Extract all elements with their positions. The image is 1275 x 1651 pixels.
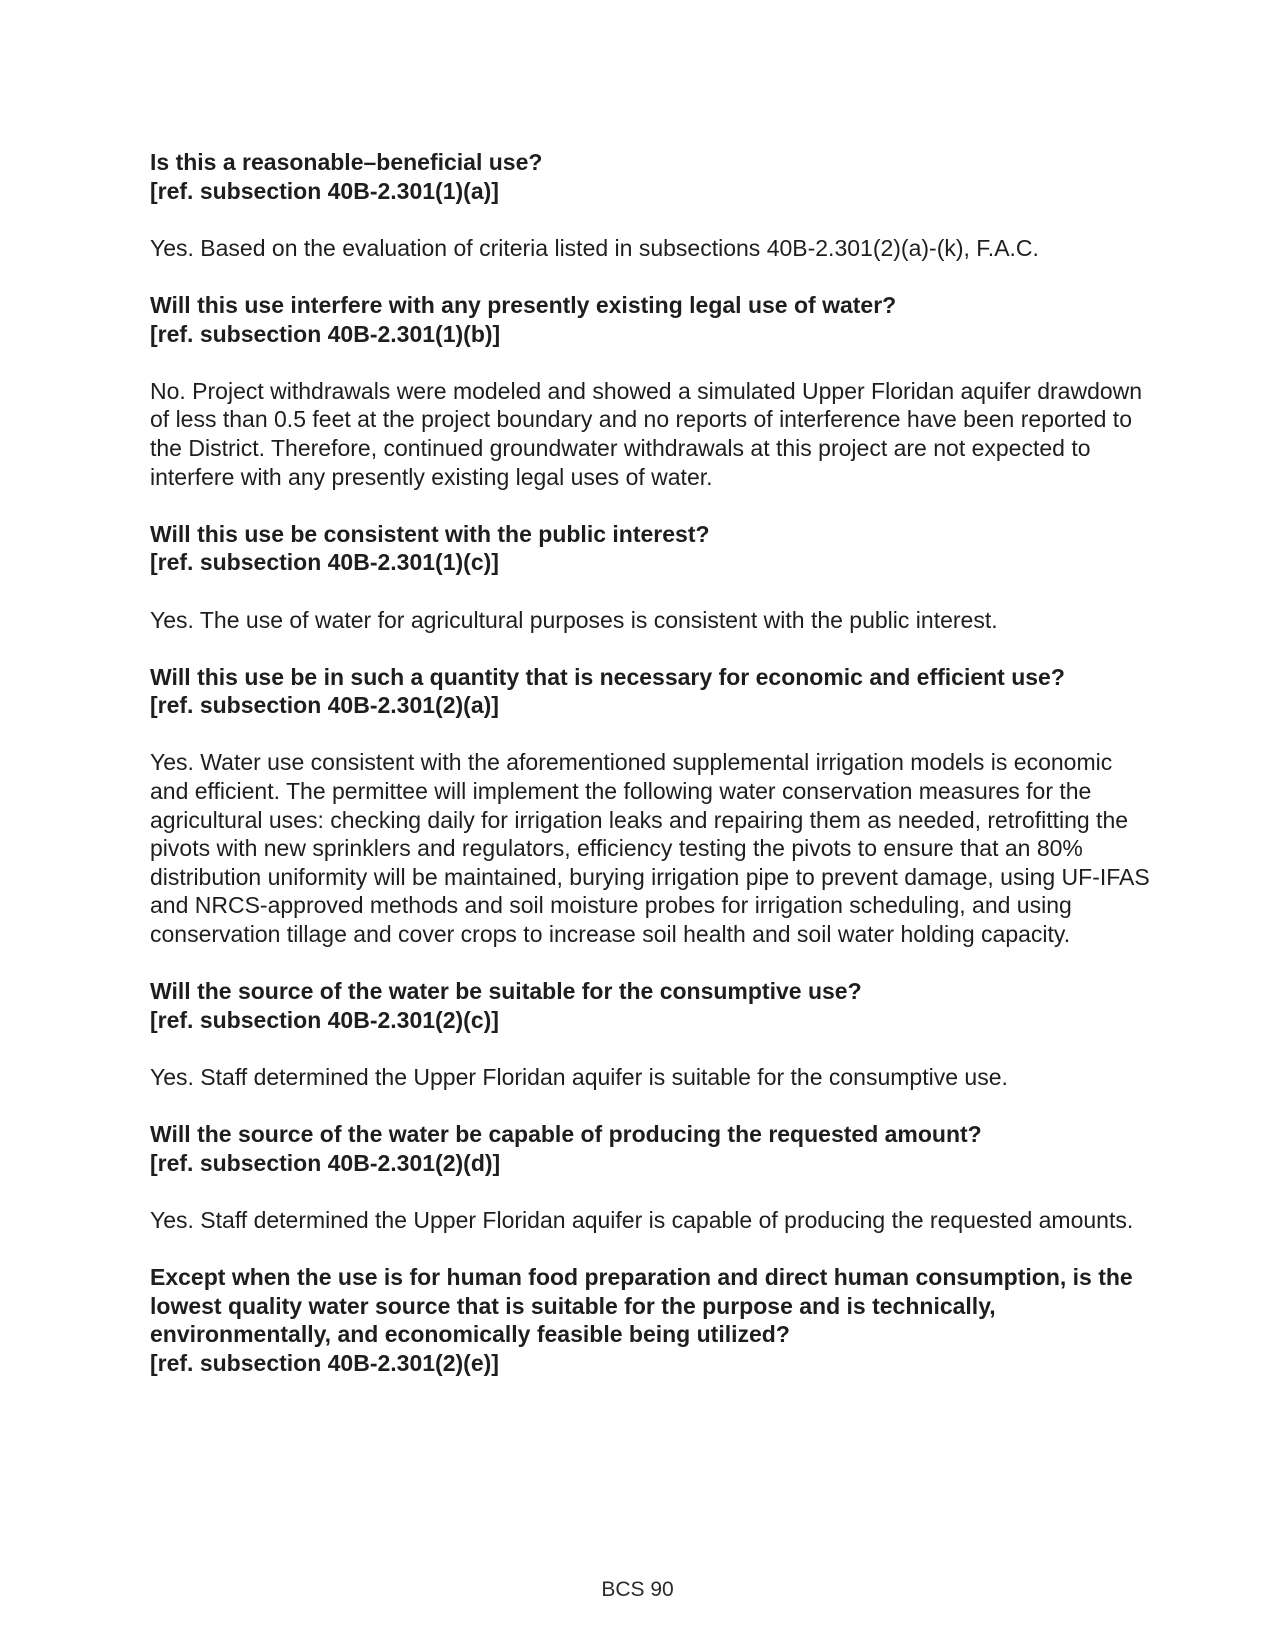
answer-paragraph: Yes. Staff determined the Upper Floridan aquifer is suitable for the consumptive use.: [150, 1064, 1008, 1090]
reference-citation: [ref. subsection 40B-2.301(2)(d)]: [150, 1149, 501, 1176]
reference-citation: [ref. subsection 40B-2.301(2)(c)]: [150, 1006, 499, 1033]
section-source-capable: [150, 1120, 1150, 1234]
document-page: [150, 148, 1150, 1378]
question-heading: Except when the use is for human food preparation and direct human consumption, is the lowest quality water source that is suitable for the purpose and is technically, environmentally, and economically feasible being utilized?: [150, 1264, 1133, 1348]
question-heading: Is this a reasonable–beneficial use?: [150, 149, 543, 175]
reference-citation: [ref. subsection 40B-2.301(2)(e)]: [150, 1349, 499, 1376]
section-source-suitable: [150, 977, 1150, 1091]
section-lowest-quality-source: [150, 1263, 1150, 1377]
answer-paragraph: No. Project withdrawals were modeled and showed a simulated Upper Floridan aquifer drawdown of less than 0.5 feet at the project boundary and no reports of interference have been reported to the District. Therefore, continued groundwater withdrawals at this project are not expected to interfere with any presently existing legal uses of water.: [150, 377, 1143, 490]
question-heading: Will this use interfere with any presently existing legal use of water?: [150, 291, 897, 318]
answer-paragraph: Yes. Water use consistent with the aforementioned supplemental irrigation models is economic and efficient. The permittee will implement the following water conservation measures for the agricultural uses: checking daily for irrigation leaks and repairing them as needed, retrofitting the pivots with new sprinklers and regulators, efficiency testing the pivots to ensure that an 80% distribution uniformity will be maintained, burying irrigation pipe to prevent damage, using UF-IFAS and NRCS-approved methods and soil moisture probes for irrigation scheduling, and using conservation tillage and cover crops to increase soil health and soil water holding capacity.: [150, 749, 1150, 948]
page-footer-label: BCS 90: [601, 1578, 674, 1601]
reference-citation: [ref. subsection 40B-2.301(1)(b)]: [150, 320, 501, 347]
question-heading: Will this use be consistent with the public interest?: [150, 520, 710, 547]
question-heading: Will this use be in such a quantity that is necessary for economic and efficient use?: [150, 663, 1065, 690]
section-reasonable-beneficial-use: [150, 148, 1150, 262]
reference-citation: [ref. subsection 40B-2.301(1)(c)]: [150, 549, 499, 576]
answer-paragraph: Yes. Staff determined the Upper Floridan aquifer is capable of producing the requested amounts.: [150, 1206, 1134, 1233]
answer-paragraph: Yes. The use of water for agricultural purposes is consistent with the public interest.: [150, 606, 998, 633]
reference-citation: [ref. subsection 40B-2.301(2)(a)]: [150, 692, 499, 719]
section-economic-efficient-use: [150, 663, 1150, 949]
question-heading: Will the source of the water be suitable for the consumptive use?: [150, 978, 862, 1005]
answer-paragraph: Yes. Based on the evaluation of criteria listed in subsections 40B-2.301(2)(a)-(k), F.A.C.: [150, 234, 1039, 261]
section-public-interest: [150, 520, 1150, 634]
question-heading: Will the source of the water be capable of producing the requested amount?: [150, 1121, 982, 1148]
section-interference: [150, 291, 1150, 491]
reference-citation: [ref. subsection 40B-2.301(1)(a)]: [150, 177, 499, 204]
